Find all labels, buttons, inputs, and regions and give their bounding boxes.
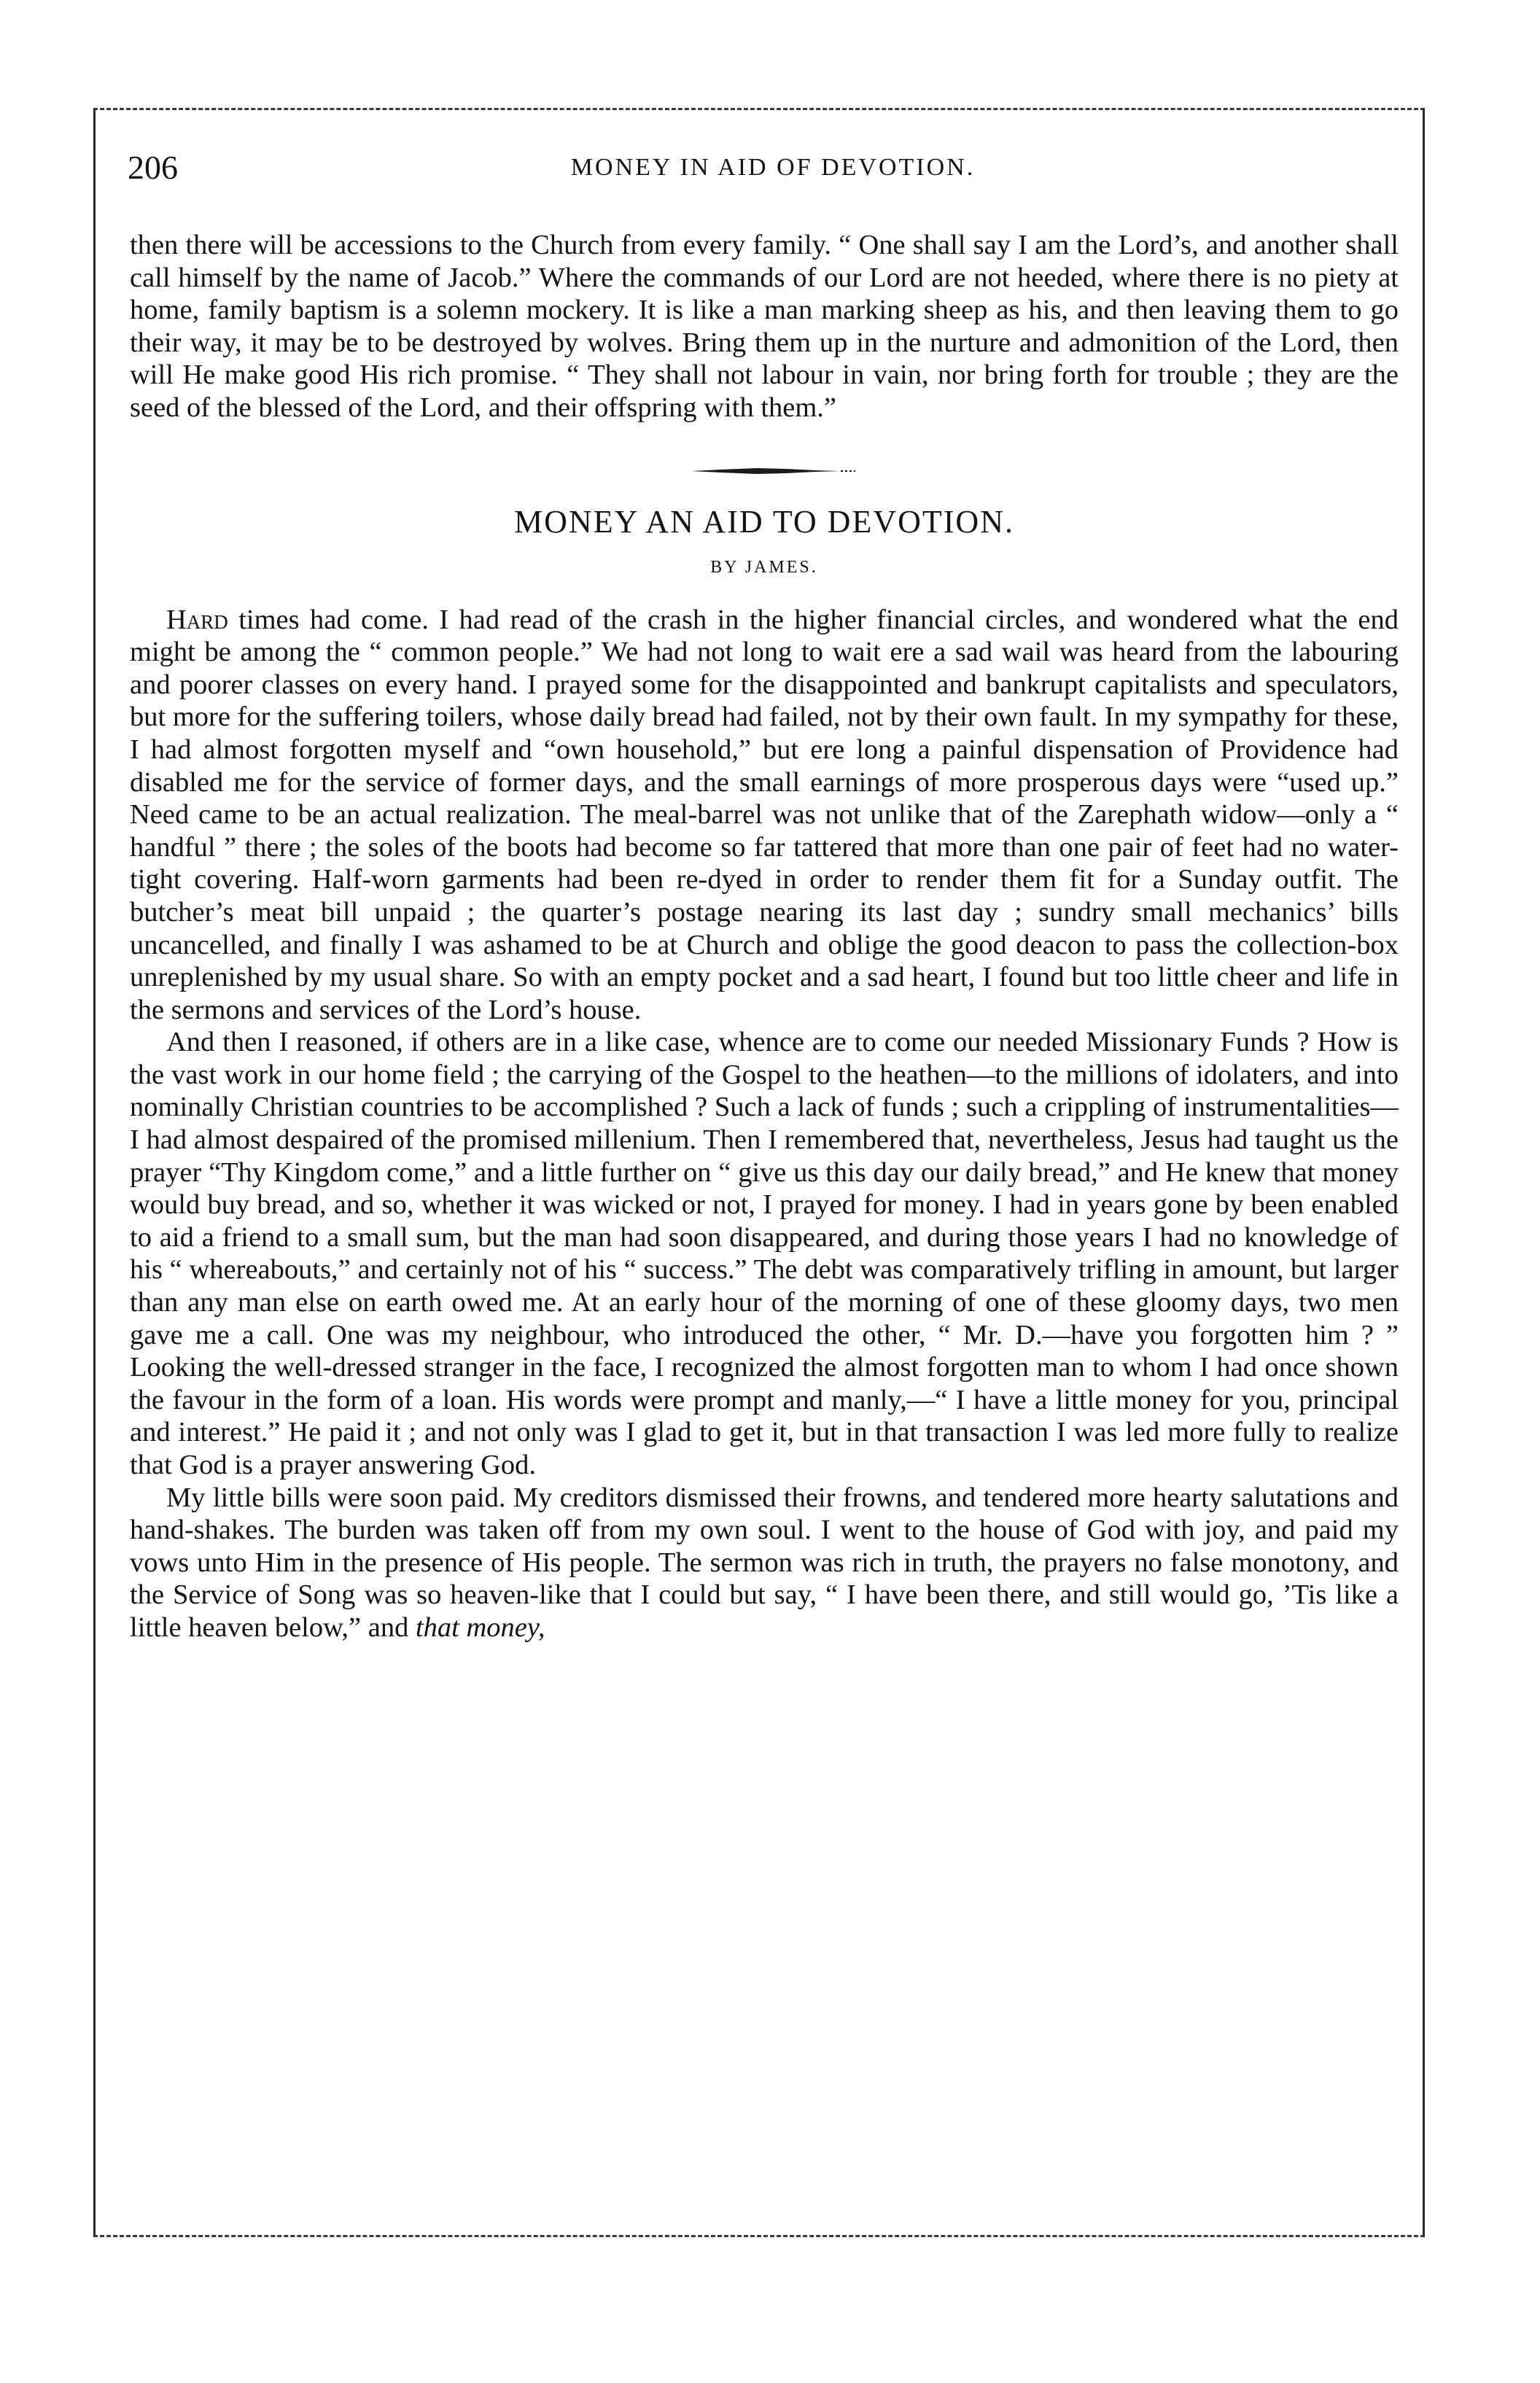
- section-divider-ornament: [130, 456, 1399, 486]
- running-head: MONEY IN AID OF DEVOTION.: [570, 154, 976, 181]
- page-header: [128, 146, 1418, 190]
- paragraph-3-italic-end: that money,: [415, 1612, 545, 1643]
- drop-word: Hard: [166, 604, 228, 635]
- article-paragraph-3: [130, 1482, 1399, 1644]
- page-body: [130, 229, 1399, 1644]
- article-paragraph-1: [130, 604, 1399, 1027]
- page-number: 206: [128, 149, 178, 186]
- previous-article-ending: then there will be accessions to the Church from every family. “ One shall say I am the Lord’s, and another shall call himself by the name of Jacob.” Where the commands of our Lord are not heeded, where there is no piety at home, family baptism is a solemn mockery. It is like a man marking sheep as his, and then leaving them to go their way, it may be to be destroyed by wolves. Bring them up in the nurture and admonition of the Lord, then will He make good His rich promise. “ They shall not labour in vain, nor bring forth for trouble ; they are the seed of the blessed of the Lord, and their offspring with them.”: [130, 230, 1399, 423]
- paragraph-1-text: times had come. I had read of the crash in the higher financial circles, and wondered what the end might be among the “ common people.” We had not long to wait ere a sad wail was heard from the labouring and poorer classes on every hand. I prayed some for the disappointed and bankrupt capitalists and speculators, but more for the suffering toilers, whose daily bread had failed, not by their own fault. In my sympathy for these, I had almost forgotten myself and “own household,” but ere long a painful dispensation of Providence had disabled me for the service of former days, and the small earnings of more prosperous days were “used up.” Need came to be an actual realization. The meal-barrel was not unlike that of the Zarephath widow—only a “ handful ” there ; the soles of the boots had become so far tattered that more than one pair of feet had no water-tight covering. Half-worn garments had been re-dyed in order to render them fit for a Sunday outfit. The butcher’s meat bill unpaid ; the quarter’s postage nearing its last day ; sundry small mechanics’ bills uncancelled, and finally I was ashamed to be at Church and oblige the good deacon to pass the collection-box unreplenished by my usual share. So with an empty pocket and a sad heart, I found but too little cheer and life in the sermons and services of the Lord’s house.: [130, 604, 1399, 1025]
- article-byline: BY JAMES.: [710, 557, 818, 577]
- article-title: MONEY AN AID TO DEVOTION.: [514, 503, 1014, 540]
- article-paragraph-2: And then I reasoned, if others are in a like case, whence are to come our needed Missionary Funds ? How is the vast work in our home field ; the carrying of the Gospel to the heathen—to the millions of idolaters, and into nominally Christian countries to be accomplished ? Such a lack of funds ; such a crippling of instrumentalities—I had almost despaired of the promised millenium. Then I remembered that, nevertheless, Jesus had taught us the prayer “Thy Kingdom come,” and a little further on “ give us this day our daily bread,” and He knew that money would buy bread, and so, whether it was wicked or not, I prayed for money. I had in years gone by been enabled to aid a friend to a small sum, but the man had soon disappeared, and during those years I had no knowledge of his “ whereabouts,” and certainly not of his “ success.” The debt was comparatively trifling in amount, but larger than any man else on earth owed me. At an early hour of the morning of one of these gloomy days, two men gave me a call. One was my neighbour, who introduced the other, “ Mr. D.—have you forgotten him ? ” Looking the well-dressed stranger in the face, I recognized the almost forgotten man to whom I had once shown the favour in the form of a loan. His words were prompt and manly,—“ I have a little money for you, principal and interest.” He paid it ; and not only was I glad to get it, but in that transaction I was led more fully to realize that God is a prayer answering God.: [130, 1027, 1399, 1480]
- paragraph-3-text: My little bills were soon paid. My creditors dismissed their frowns, and tendered more hearty salutations and hand-shakes. The burden was taken off from my own soul. I went to the house of God with joy, and paid my vows unto Him in the presence of His people. The sermon was rich in truth, the prayers no false monotony, and the Service of Song was so heaven-like that I could but say, “ I have been there, and still would go, ’Tis like a little heaven below,” and: [130, 1482, 1399, 1643]
